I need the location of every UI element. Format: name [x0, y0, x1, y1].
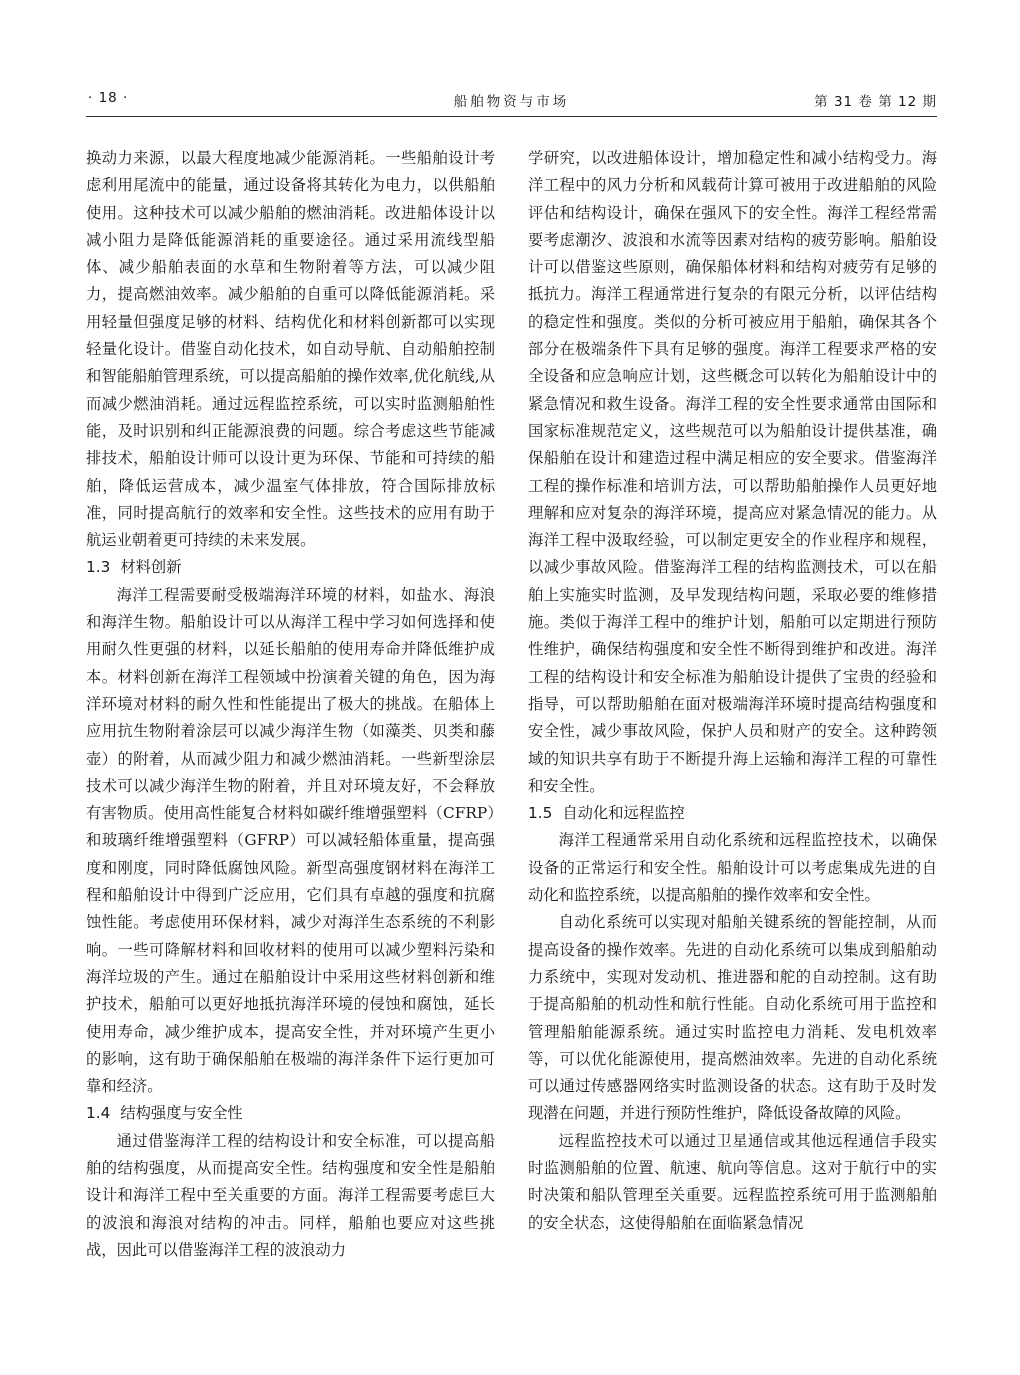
paragraph: 远程监控技术可以通过卫星通信或其他远程通信手段实时监测船舶的位置、航速、航向等信息。这对于航行中的实时决策和船队管理至关重要。远程监控系统可用于监测船舶的安全状态，这使得船舶在面临紧急情况 [528, 1131, 937, 1232]
paragraph: 学研究，以改进船体设计，增加稳定性和减小结构受力。海洋工程中的风力分析和风载荷计算可被用于改进船舶的风险评估和结构设计，确保在强风下的安全性。海洋工程经常需要考虑潮汐、波浪和水流等因素对结构的疲劳影响。船舶设计可以借鉴这些原则，确保船体材料和结构对疲劳有足够的抵抗力。海洋工程通常进行复杂的有限元分析，以评估结构的稳定性和强度。类似的分析可被应用于船舶，确保其各个部分在极端条件下具有足够的强度。海洋工程要求严格的安全设备和应急响应计划，这些概念可以转化为船舶设计中的紧急情况和救生设备。海洋工程的安全性要求通常由国际和国家标准规范定义，这些规范可以为船舶设计提供基准，确保船舶在设计和建造过程中满足相应的安全要求。借鉴海洋工程的操作标准和培训方法，可以帮助船舶操作人员更好地理解和应对复杂的海洋环境，提高应对紧急情况的能力。从海洋工程中汲取经验，可以制定更安全的作业程序和规程，以减少事故风险。借鉴海洋工程的结构监测技术，可以在船舶上实施实时监测，及早发现结构问题，采取必要的维修措施。类似于海洋工程中的维护计划，船舶可以定期进行预防性维护，确保结构强度和安全性不断得到维护和改进。海洋工程的结构设计和安全标准为船舶设计提供了宝贵的经验和指导，可以帮助船舶在面对极端海洋环境时提高结构强度和安全性，减少事故风险，保护人员和财产的安全。这种跨领域的知识共享有助于不断提升海上运输和海洋工程的可靠性和安全性。 [528, 149, 937, 795]
section-heading-1-4 [86, 1100, 495, 1127]
paragraph: 自动化系统可以实现对船舶关键系统的智能控制，从而提高设备的操作效率。先进的自动化系统可以集成到船舶动力系统中，实现对发动机、推进器和舵的自动控制。这有助于提高船舶的机动性和航行性能。自动化系统可用于监控和管理船舶能源系统。通过实时监控电力消耗、发电机效率等，可以优化能源使用，提高燃油效率。先进的自动化系统可以通过传感器网络实时监测设备的状态。这有助于及时发现潜在问题，并进行预防性维护，降低设备故障的风险。 [528, 913, 937, 1123]
section-number: 1.4 [86, 1104, 111, 1123]
right-column [528, 145, 937, 1237]
section-heading-1-5 [528, 800, 937, 827]
running-header [86, 86, 937, 117]
paragraph: 换动力来源，以最大程度地减少能源消耗。一些船舶设计考虑利用尾流中的能量，通过设备将其转化为电力，以供船舶使用。这种技术可以减少船舶的燃油消耗。改进船体设计以减小阻力是降低能源消耗的重要途径。通过采用流线型船体、减少船舶表面的水草和生物附着等方法，可以减少阻力，提高燃油效率。减少船舶的自重可以降低能源消耗。采用轻量但强度足够的材料、结构优化和材料创新都可以实现轻量化设计。借鉴自动化技术，如自动导航、自动船舶控制和智能船舶管理系统，可以提高船舶的操作效率,优化航线,从而减少燃油消耗。通过远程监控系统，可以实时监测船舶性能，及时识别和纠正能源浪费的问题。综合考虑这些节能减排技术，船舶设计师可以设计更为环保、节能和可持续的船舶，降低运营成本，减少温室气体排放，符合国际排放标准，同时提高航行的效率和安全性。这些技术的应用有助于航运业朝着更可持续的未来发展。 [86, 149, 495, 550]
paragraph: 海洋工程通常采用自动化系统和远程监控技术，以确保设备的正常运行和安全性。船舶设计可以考虑集成先进的自动化和监控系统，以提高船舶的操作效率和安全性。 [528, 831, 937, 905]
section-title: 材料创新 [120, 558, 182, 577]
journal-title: 船舶物资与市场 [453, 94, 570, 110]
section-number: 1.3 [86, 558, 111, 577]
section-number: 1.5 [528, 804, 553, 823]
volume-issue: 第 31 卷 第 12 期 [814, 94, 937, 110]
page-number: · 18 · [88, 90, 129, 106]
section-title: 自动化和远程监控 [562, 804, 685, 823]
paragraph: 通过借鉴海洋工程的结构设计和安全标准，可以提高船舶的结构强度，从而提高安全性。结构强度和安全性是船舶设计和海洋工程中至关重要的方面。海洋工程需要考虑巨大的波浪和海浪对结构的冲击。同样，船舶也要应对这些挑战，因此可以借鉴海洋工程的波浪动力 [86, 1131, 495, 1259]
paragraph: 海洋工程需要耐受极端海洋环境的材料，如盐水、海浪和海洋生物。船舶设计可以从海洋工程中学习如何选择和使用耐久性更强的材料，以延长船舶的使用寿命并降低维护成本。材料创新在海洋工程领域中扮演着关键的角色，因为海洋环境对材料的耐久性和性能提出了极大的挑战。在船体上应用抗生物附着涂层可以减少海洋生物（如藻类、贝类和藤壶）的附着，从而减少阻力和减少燃油消耗。一些新型涂层技术可以减少海洋生物的附着，并且对环境友好，不会释放有害物质。使用高性能复合材料如碳纤维增强塑料（CFRP）和玻璃纤维增强塑料（GFRP）可以减轻船体重量，提高强度和刚度，同时降低腐蚀风险。新型高强度钢材料在海洋工程和船舶设计中得到广泛应用，它们具有卓越的强度和抗腐蚀性能。考虑使用环保材料，减少对海洋生态系统的不利影响。一些可降解材料和回收材料的使用可以减少塑料污染和海洋垃圾的产生。通过在船舶设计中采用这些材料创新和维护技术，船舶可以更好地抵抗海洋环境的侵蚀和腐蚀，延长使用寿命，减少维护成本，提高安全性，并对环境产生更小的影响，这有助于确保船舶在极端的海洋条件下运行更加可靠和经济。 [86, 585, 495, 1096]
section-title: 结构强度与安全性 [120, 1104, 243, 1123]
left-column [86, 145, 495, 1264]
section-heading-1-3 [86, 554, 495, 581]
